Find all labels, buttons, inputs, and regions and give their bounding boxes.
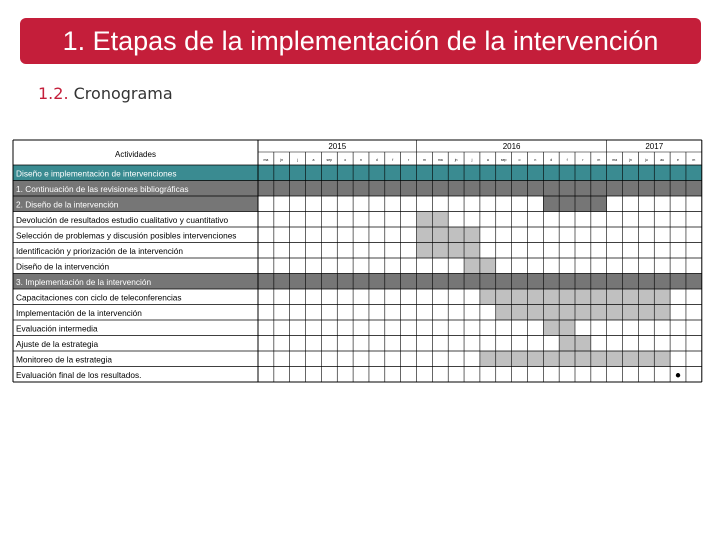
month-label: o	[344, 158, 347, 162]
activity-label: Devolución de resultados estudio cualitativo y cuantitativo	[16, 215, 229, 225]
schedule-cell-filled	[480, 289, 496, 305]
month-label: ma	[263, 158, 269, 162]
schedule-cell-filled	[607, 196, 623, 212]
month-label: m	[422, 158, 426, 162]
schedule-cell-filled	[385, 196, 401, 212]
schedule-cell-filled	[591, 289, 607, 305]
schedule-cell-filled	[527, 196, 543, 212]
activity-label: Selección de problemas y discusión posibles intervenciones	[16, 230, 237, 241]
month-label: r	[407, 158, 410, 162]
schedule-cell-filled	[480, 351, 496, 367]
month-label: d	[550, 158, 553, 162]
month-label: ma	[612, 158, 618, 162]
schedule-cell-filled	[543, 305, 559, 321]
schedule-cell-filled	[464, 196, 480, 212]
schedule-cell-filled	[480, 258, 496, 274]
schedule-cell-filled	[432, 227, 448, 243]
schedule-cell-filled	[559, 336, 575, 352]
month-label: sep	[326, 158, 333, 162]
month-label: f	[566, 158, 568, 162]
month-label: jn	[280, 158, 284, 162]
schedule-cell-filled	[543, 351, 559, 367]
row-background	[13, 336, 702, 352]
schedule-cell-filled	[575, 351, 591, 367]
schedule-cell-filled	[480, 196, 496, 212]
schedule-cell-filled	[607, 289, 623, 305]
schedule-cell-filled	[306, 196, 322, 212]
schedule-cell-filled	[623, 305, 639, 321]
schedule-cell-filled	[417, 227, 433, 243]
schedule-cell-filled	[543, 289, 559, 305]
schedule-cell-filled	[527, 305, 543, 321]
schedule-cell-filled	[607, 305, 623, 321]
month-label: ma	[437, 158, 443, 162]
activities-header: Actividades	[115, 150, 156, 159]
schedule-cell-filled	[654, 305, 670, 321]
activity-label: Implementación de la intervención	[16, 308, 142, 318]
page-title: 1. Etapas de la implementación de la intervención	[62, 25, 659, 56]
month-label: r	[582, 158, 584, 162]
schedule-cell-filled	[321, 196, 337, 212]
schedule-cell-filled	[559, 351, 575, 367]
month-label: au	[660, 158, 665, 162]
schedule-cell-filled	[638, 196, 654, 212]
year-label: 2016	[502, 142, 521, 151]
schedule-cell-filled	[638, 351, 654, 367]
schedule-cell-filled	[527, 351, 543, 367]
activity-label: 2. Diseño de la intervención	[16, 199, 119, 210]
schedule-cell-filled	[559, 289, 575, 305]
schedule-cell-filled	[559, 320, 575, 336]
activity-label: Evaluación intermedia	[16, 323, 98, 334]
month-label: m	[692, 158, 696, 162]
month-label: e	[677, 158, 680, 162]
activity-label: 3. Implementación de la intervención	[16, 277, 152, 287]
schedule-cell-filled	[575, 305, 591, 321]
schedule-cell-filled	[417, 196, 433, 212]
schedule-cell-filled	[686, 196, 702, 212]
schedule-cell-filled	[496, 196, 512, 212]
schedule-cell-filled	[464, 258, 480, 274]
schedule-cell-filled	[432, 212, 448, 228]
schedule-cell-filled	[654, 351, 670, 367]
month-label: m	[597, 158, 601, 162]
month-label: sep	[500, 158, 507, 162]
activity-label: Diseño e implementación de intervenciones	[16, 168, 177, 179]
schedule-cell-filled	[512, 196, 528, 212]
schedule-cell-filled	[432, 243, 448, 259]
schedule-cell-filled	[543, 320, 559, 336]
schedule-cell-filled	[496, 305, 512, 321]
month-label: a	[486, 158, 489, 162]
month-label: d	[375, 158, 378, 162]
schedule-cell-filled	[432, 196, 448, 212]
activity-label: Capacitaciones con ciclo de teleconferencias	[16, 292, 182, 303]
month-label: jn	[629, 158, 632, 162]
schedule-cell-filled	[607, 351, 623, 367]
schedule-cell-filled	[638, 305, 654, 321]
schedule-cell-filled	[353, 196, 369, 212]
schedule-cell-filled	[464, 227, 480, 243]
year-label: 2017	[645, 142, 664, 151]
schedule-cell-filled	[527, 289, 543, 305]
schedule-cell-filled	[448, 227, 464, 243]
section-number: 1.2.	[38, 84, 69, 103]
month-label: j	[297, 158, 299, 162]
month-label: jn	[454, 158, 458, 162]
month-label: j	[471, 158, 473, 162]
activity-label: 1. Continuación de las revisiones bibliográficas	[16, 184, 189, 194]
schedule-cell-filled	[638, 289, 654, 305]
schedule-cell-filled	[448, 243, 464, 259]
schedule-cell-filled	[512, 289, 528, 305]
schedule-cell-filled	[575, 336, 591, 352]
month-label: ju	[644, 158, 648, 162]
schedule-cell-filled	[591, 351, 607, 367]
schedule-cell-filled	[512, 305, 528, 321]
schedule-cell-filled	[258, 196, 274, 212]
schedule-cell-filled	[559, 305, 575, 321]
section-title: Cronograma	[73, 84, 173, 103]
schedule-cell-filled	[417, 243, 433, 259]
month-label: o	[518, 158, 521, 162]
schedule-cell-filled	[654, 196, 670, 212]
schedule-cell-filled	[417, 212, 433, 228]
row-background	[13, 320, 702, 336]
schedule-cell-filled	[591, 305, 607, 321]
schedule-cell-filled	[274, 196, 290, 212]
schedule-cell-filled	[512, 351, 528, 367]
activity-label: Diseño de la intervención	[16, 261, 110, 272]
schedule-cell-filled	[623, 289, 639, 305]
schedule-cell-filled	[337, 196, 353, 212]
schedule-cell-filled	[623, 196, 639, 212]
schedule-cell-filled	[448, 196, 464, 212]
month-label: n	[360, 158, 363, 162]
activity-label: Evaluación final de los resultados.	[16, 370, 142, 380]
year-label: 2015	[328, 142, 347, 151]
schedule-cell-filled	[496, 289, 512, 305]
schedule-cell-filled	[496, 351, 512, 367]
schedule-cell-filled	[670, 196, 686, 212]
activity-label: Ajuste de la estrategia	[16, 339, 99, 349]
milestone-marker	[676, 373, 680, 377]
activity-label: Identificación y priorización de la intervención	[16, 246, 183, 256]
schedule-cell-filled	[464, 243, 480, 259]
schedule-cell-filled	[575, 289, 591, 305]
activity-label: Monitoreo de la estrategia	[16, 354, 112, 365]
schedule-cell-filled	[369, 196, 385, 212]
schedule-cell-filled	[401, 196, 417, 212]
month-label: f	[392, 158, 394, 162]
schedule-cell-filled	[290, 196, 306, 212]
schedule-cell-filled	[654, 289, 670, 305]
month-label: n	[534, 158, 537, 162]
schedule-cell-filled	[623, 351, 639, 367]
month-label: a	[312, 158, 315, 162]
row-background	[13, 258, 702, 274]
